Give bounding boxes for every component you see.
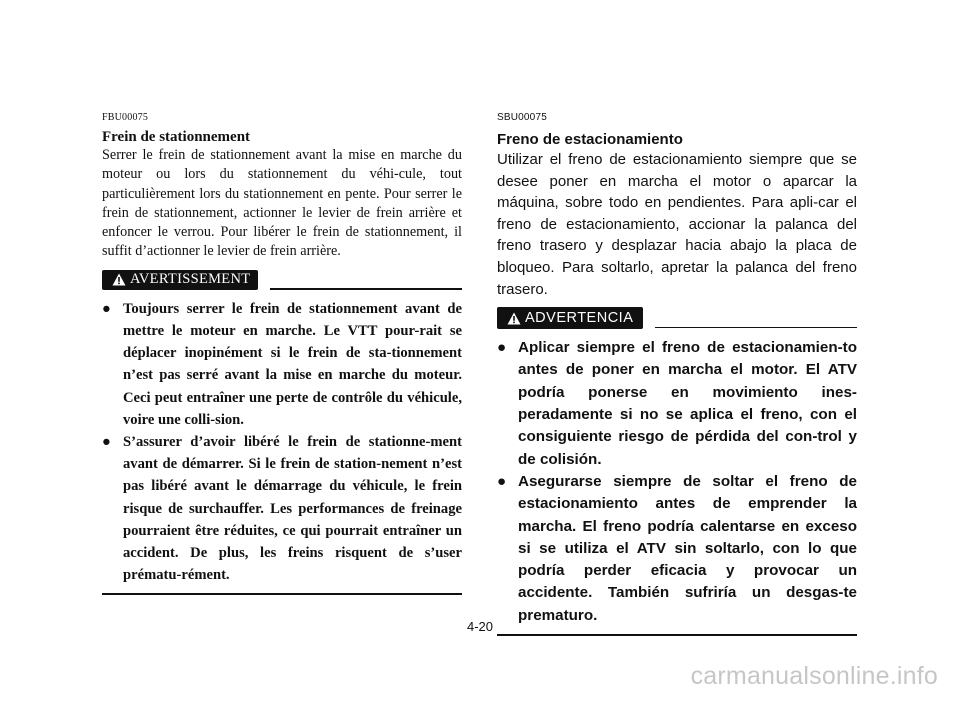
list-item-text: Aplicar siempre el freno de estacionamien-to antes de poner en marcha el motor. El ATV podría ponerse en movimiento ines-peradamente si no se aplica el freno, con el consiguiente riesgo de pérdida del con-trol y de colisión.: [518, 339, 857, 468]
list-item: [497, 337, 857, 471]
list-item: [102, 298, 462, 431]
warning-header: [102, 268, 462, 292]
warning-badge: [497, 307, 643, 329]
list-item-text: Toujours serrer le frein de stationnement avant de mettre le moteur en marche. Le VTT pour-rait se déplacer inopinément si le frein de sta-tionnement n’est pas serré avant la mise en marche du moteur. Ceci peut entraîner une perte de contrôle du véhicule, voire une colli-sion.: [123, 300, 462, 428]
bullet-icon: ●: [497, 472, 507, 490]
section-code: SBU00075: [497, 112, 547, 123]
warning-badge: [102, 270, 258, 290]
section-heading: Frein de stationnement: [102, 129, 251, 145]
warning-end-rule: [102, 593, 462, 595]
list-item: [102, 431, 462, 586]
warning-triangle-icon: [507, 312, 521, 325]
warning-header: [497, 305, 857, 331]
warning-triangle-icon: [112, 273, 126, 286]
section-heading: Freno de estacionamiento: [497, 131, 683, 148]
warning-label: ADVERTENCIA: [525, 310, 634, 327]
list-item-text: S’assurer d’avoir libéré le frein de stationne-ment avant de démarrer. Si le frein de station-nement n’est pas libéré avant le démarrage du véhicule, le frein risque de surchauffer. Les performances de freinage pourraient être réduites, ce qui pourrait entraîner un accident. De plus, les freins risquent de s’user prématu-rément.: [123, 434, 462, 584]
bullet-icon: ●: [102, 434, 111, 450]
spanish-column: [497, 112, 857, 636]
warning-rule: [270, 288, 462, 290]
warning-label: AVERTISSEMENT: [130, 271, 251, 288]
list-item: [497, 471, 857, 627]
section-body: Serrer le frein de stationnement avant la mise en marche du moteur ou lors du stationnement du véhi-cule, tout particulièrement lors du stationnement en pente. Pour serrer le frein de stationnement, actionner le levier de frein arrière et enfoncer le verrou. Pour libérer le frein de stationnement, il suffit d’actionner le levier de frein arrière.: [102, 147, 462, 260]
warning-end-rule: [497, 634, 857, 636]
page-number: 4-20: [466, 619, 494, 634]
warning-list: [497, 337, 857, 627]
french-column: [102, 112, 462, 595]
section-body: Utilizar el freno de estacionamiento siempre que se desee poner en marcha el motor o aparcar la máquina, sobre todo en pendientes. Para apli-car el freno de estacionamiento, accionar la palanca del freno trasero y desplazar hacia abajo la placa de bloqueo. Para soltarlo, apretar la palanca del freno trasero.: [497, 151, 857, 298]
section-code: FBU00075: [102, 112, 149, 123]
warning-list: [102, 298, 462, 587]
bullet-icon: ●: [102, 300, 111, 317]
bullet-icon: ●: [497, 339, 507, 357]
list-item-text: Asegurarse siempre de soltar el freno de estacionamiento antes de emprender la marcha. El freno podría calentarse en exceso si se utiliza el ATV sin soltarlo, con lo que podría perder eficacia y provocar un accidente. También sufriría un desgas-te prematuro.: [518, 472, 857, 624]
watermark: carmanualsonline.info: [690, 662, 938, 690]
warning-rule: [655, 327, 857, 329]
